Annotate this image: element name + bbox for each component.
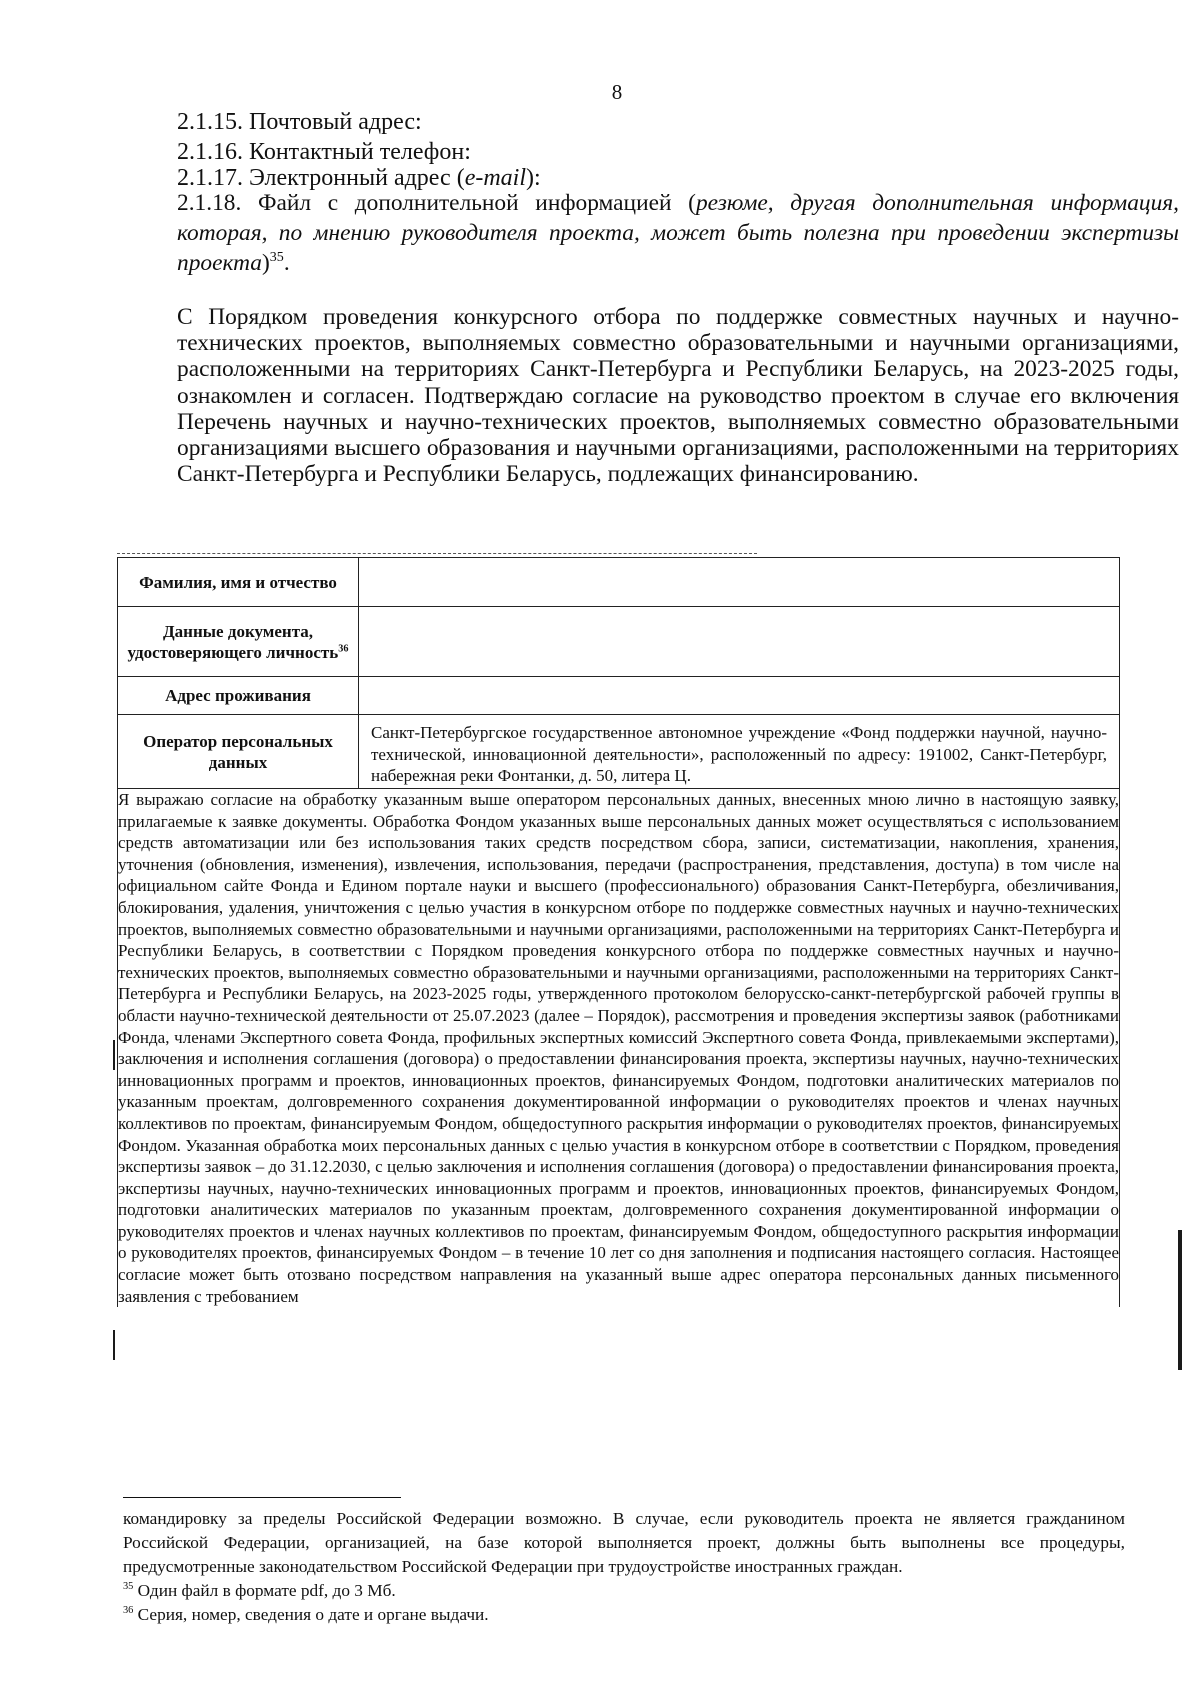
footnote-ref-35: 35	[269, 249, 284, 266]
footnote-separator	[123, 1497, 401, 1498]
footnote-continuation: командировку за пределы Российской Федерации возможно. В случае, если руководитель проекта не является гражданином Российской Федерации, организацией, на базе которой выполняется проект, должны быть выполнены все процедуры, предусмотренные законодательством Российской Федерации при трудоустройстве иностранных граждан.	[123, 1509, 1125, 1576]
personal-data-table	[117, 557, 1120, 1307]
footnote-36-text: Серия, номер, сведения о дате и органе выдачи.	[133, 1605, 489, 1624]
operator-value	[359, 715, 1120, 789]
consent-paragraph: С Порядком проведения конкурсного отбора по поддержке совместных научных и научно-технических проектов, выполняемых совместно образовательными и научными организациями, расположенными на территориях Санкт-Петербурга и Республики Беларусь, на 2023-2025 годы, ознакомлен и согласен. Подтверждаю согласие на руководство проектом в случае его включения Перечень научных и научно-технических проектов, выполняемых совместно образовательными организациями высшего образования и научными организациями, расположенными на территориях Санкт-Петербурга и Республики Беларусь, подлежащих финансированию.	[177, 304, 1179, 488]
id-document-label-text: Данные документа, удостоверяющего личность	[127, 621, 339, 662]
field-email-suffix: ):	[526, 165, 541, 191]
operator-value-text: Санкт-Петербургское государственное автономное учреждение «Фонд поддержки научной, научно-технической, инновационной деятельности», расположенный по адресу: 191002, Санкт-Петербург, набережная реки Фонтанки, д. 50, литера Ц.	[371, 723, 1107, 786]
row-address	[118, 677, 1120, 715]
full-name-label: Фамилия, имя и отчество	[118, 558, 359, 607]
consent-text: Я выражаю согласие на обработку указанным выше оператором персональных данных, внесенных мною лично в настоящую заявку, прилагаемые к заявке документы. Обработка Фондом указанных выше персональных данных может осуществляться с использованием средств автоматизации или без использования таких средств посредством сбора, записи, систематизации, накопления, хранения, уточнения (обновления, изменения), извлечения, использования, передачи (распространения, представления, доступа) в том числе на официальном сайте Фонда и Едином портале науки и высшего (профессионального) образования Санкт-Петербурга, обезличивания, блокирования, удаления, уничтожения с целью участия в конкурсном отборе по поддержке совместных научных и научно-технических проектов, выполняемых совместно образовательными и научными организациями, расположенными на территориях Санкт-Петербурга и Республики Беларусь, в соответствии с Порядком проведения конкурсного отбора по поддержке совместных научных и научно-технических проектов, выполняемых совместно образовательными и научными организациями, расположенными на территориях Санкт-Петербурга и Республики Беларусь, на 2023-2025 годы, утвержденного протоколом белорусско-санкт-петербургской рабочей группы в области научно-технической деятельности от 25.07.2023 (далее – Порядок), рассмотрения и проведения экспертизы заявок (работниками Фонда, членами Экспертного совета Фонда, профильных экспертных комиссий Экспертного совета Фонда, привлекаемыми экспертами), заключения и исполнения соглашения (договора) о предоставлении финансирования проекта, экспертизы научных, научно-технических инновационных программ и проектов, инновационных проектов, финансируемых Фондом, подготовки аналитических материалов по указанным проектам, долговременного сохранения документированной информации о руководителях проектов и членах научных коллективов по проектам, финансируемым Фондом, общедоступного раскрытия информации о руководителях проектов, финансируемых Фондом. Указанная обработка моих персональных данных с целью участия в конкурсном отборе в соответствии с Порядком, проведения экспертизы заявок – до 31.12.2030, с целью заключения и исполнения соглашения (договора) о предоставлении финансирования проекта, экспертизы научных, научно-технических инновационных программ и проектов, инновационных проектов, финансируемых Фондом, подготовки аналитических материалов по указанным проектам, долговременного сохранения документированной информации о руководителях проектов и членах научных коллективов по проектам, финансируемым Фондом, общедоступного раскрытия информации о руководителях проектов, финансируемых Фондом – в течение 10 лет со дня заполнения и подписания настоящего согласия. Настоящее согласие может быть отозвано посредством направления на указанный выше адрес оператора персональных данных письменного заявления с требованием	[118, 790, 1119, 1306]
scan-margin-mark	[1178, 1230, 1182, 1370]
field-email-prefix: 2.1.17. Электронный адрес (	[177, 165, 465, 191]
row-operator	[118, 715, 1120, 789]
id-document-label	[118, 607, 359, 677]
file-description: резюме, другая дополнительная информация, которая, по мнению руководителя проекта, может быть полезна при проведении экспертизы проекта	[177, 190, 1179, 276]
scan-margin-mark-left-lower	[113, 1330, 115, 1360]
operator-label: Оператор персональных данных	[118, 715, 359, 789]
footnote-36	[123, 1603, 1125, 1627]
footnote-35	[123, 1579, 1125, 1603]
scan-margin-mark-left	[113, 1040, 115, 1070]
address-value[interactable]	[359, 677, 1120, 715]
file-label: 2.1.18. Файл с дополнительной информацией (	[177, 190, 696, 216]
footnote-36-number: 36	[123, 1605, 134, 1617]
footnote-35-number: 35	[123, 1581, 134, 1593]
field-additional-file	[123, 188, 1179, 278]
field-postal-address: 2.1.15. Почтовый адрес:	[177, 109, 422, 135]
id-document-value[interactable]	[359, 607, 1120, 677]
field-phone: 2.1.16. Контактный телефон:	[177, 139, 471, 165]
file-end: .	[283, 250, 290, 276]
address-label: Адрес проживания	[118, 677, 359, 715]
scan-artifact-line	[117, 553, 757, 554]
row-full-name	[118, 558, 1120, 607]
footnotes	[123, 1507, 1125, 1627]
file-close: )	[261, 250, 270, 276]
footnote-ref-36: 36	[338, 642, 349, 654]
page-number: 8	[611, 80, 623, 104]
field-email-italic: e-mail	[464, 165, 527, 191]
full-name-value[interactable]	[359, 558, 1120, 607]
footnote-35-text: Один файл в формате pdf, до 3 Мб.	[133, 1581, 396, 1600]
row-consent	[118, 789, 1120, 1308]
row-id-document	[118, 607, 1120, 677]
